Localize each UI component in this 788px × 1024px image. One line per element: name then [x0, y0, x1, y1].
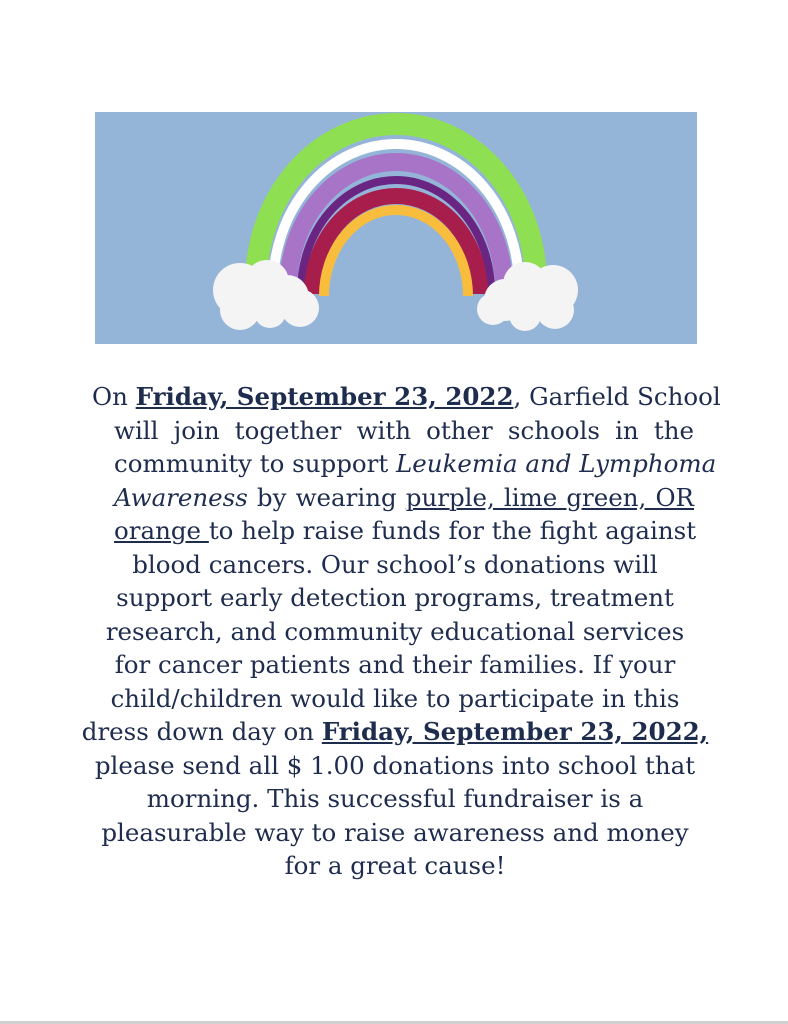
event-date: Friday, September 23, 2022 — [135, 382, 514, 411]
text-line: for cancer patients and their families. If your — [114, 650, 676, 679]
text-line — [80, 380, 721, 414]
event-date: Friday, September 23, 2022, — [321, 717, 709, 746]
cause-name: Leukemia and Lymphoma — [396, 449, 717, 478]
text-line: blood cancers. Our school’s donations will — [132, 549, 658, 579]
text-line: support early detection programs, treatment — [116, 583, 674, 612]
text-line — [80, 447, 717, 481]
dress-colors: purple, lime green, OR — [405, 482, 694, 512]
rainbow-illustration — [95, 112, 697, 344]
text-line: morning. This successful fundraiser is a — [146, 784, 644, 813]
rainbow-arcs — [256, 124, 536, 296]
text-line: research, and community educational services — [105, 616, 685, 646]
text-line: pleasurable way to raise awareness and money — [101, 817, 689, 847]
text-line — [80, 715, 710, 749]
announcement-text — [80, 380, 721, 883]
text-fragment: community to support — [114, 449, 397, 478]
dress-colors: orange — [114, 516, 209, 545]
text-line: child/children would like to participate in this — [110, 683, 680, 713]
text-fragment: , Garfield School — [513, 382, 721, 411]
text-line — [80, 514, 710, 548]
text-fragment: will join together with other schools in the — [114, 415, 694, 445]
text-fragment: by wearing — [247, 482, 406, 512]
text-line — [80, 481, 710, 515]
text-fragment: On — [92, 382, 136, 411]
text-line: for a great cause! — [284, 851, 506, 880]
text-fragment: to help raise funds for the fight against — [208, 516, 697, 545]
text-fragment: dress down day on — [81, 717, 322, 746]
text-line — [80, 414, 710, 448]
rainbow-banner — [95, 112, 697, 344]
cause-name: Awareness — [114, 482, 248, 512]
text-line: please send all $ 1.00 donations into school that — [94, 750, 696, 780]
